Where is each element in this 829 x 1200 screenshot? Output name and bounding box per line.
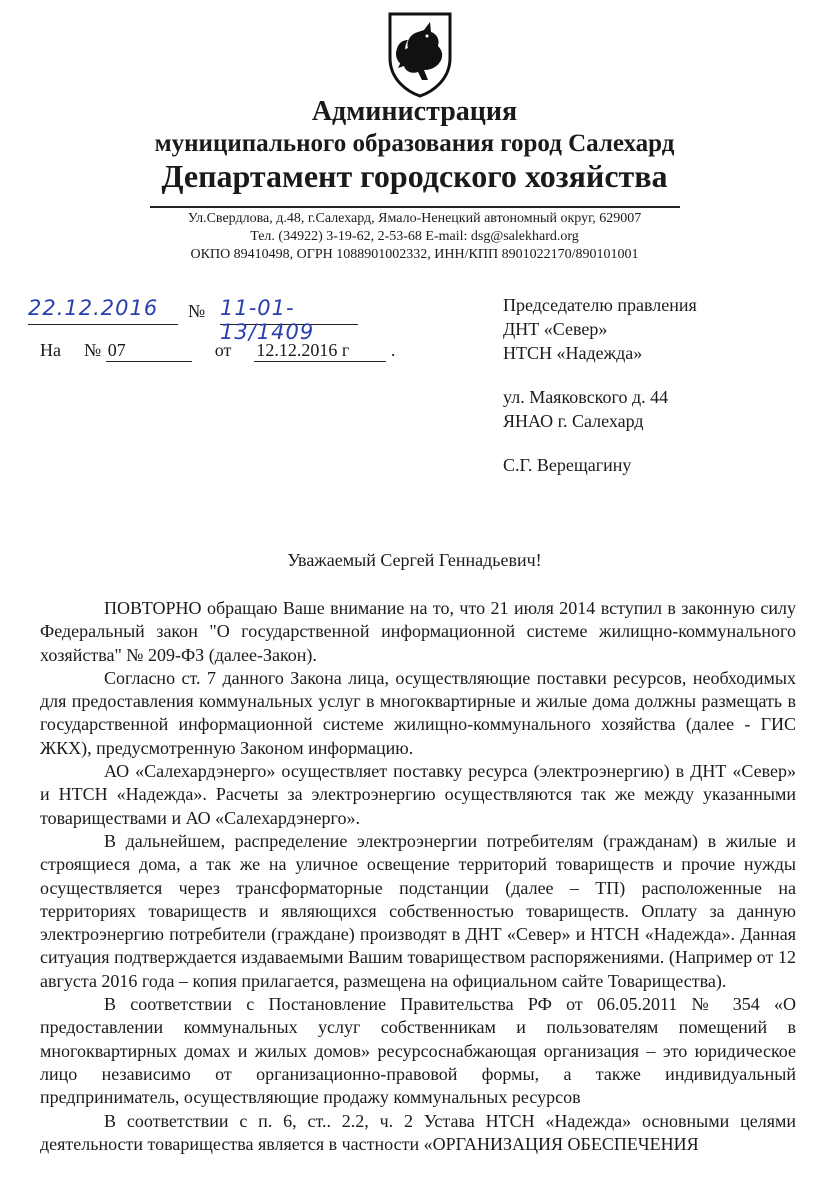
header-divider bbox=[150, 206, 680, 208]
registration-number: 11-01-13/1409 bbox=[220, 296, 358, 325]
reference-suffix: . bbox=[390, 340, 396, 360]
reference-from-label: от bbox=[214, 340, 232, 360]
paragraph: В соответствии с п. 6, ст.. 2.2, ч. 2 Устава НТСН «Надежда» основными целями деятельности товарищества является в частности «ОРГАНИЗАЦИЯ ОБЕСПЕЧЕНИЯ bbox=[40, 1110, 796, 1154]
municipality-title: муниципального образования город Салехард bbox=[154, 130, 675, 157]
address-line: Ул.Свердлова, д.48, г.Салехард, Ямало-Ненецкий автономный округ, 629007 bbox=[187, 211, 642, 226]
letter-body bbox=[40, 597, 796, 1156]
department-title: Департамент городского хозяйства bbox=[161, 158, 668, 194]
recipient-street: ул. Маяковского д. 44 bbox=[503, 387, 669, 407]
contacts-line: Тел. (34922) 3-19-62, 2-53-68 E-mail: dsg@salekhard.org bbox=[250, 229, 579, 244]
recipient-title: Председателю правления bbox=[503, 295, 697, 315]
paragraph: АО «Салехардэнерго» осуществляет поставку ресурса (электроэнергию) в ДНТ «Север» и НТСН «Надежда». Расчеты за электроэнергию осуществляются так же между указанными товариществами и АО «Салехардэнерго». bbox=[40, 761, 796, 828]
reference-number-label: № bbox=[84, 340, 102, 360]
reference-number: 07 bbox=[106, 340, 192, 362]
recipient-org-1: ДНТ «Север» bbox=[503, 319, 608, 339]
recipient-city: ЯНАО г. Салехард bbox=[503, 411, 644, 431]
paragraph: В соответствии с Постановление Правительства РФ от 06.05.2011 № 354 «О предоставлении коммунальных услуг собственникам и пользователям помещений в многоквартирных домах и жилых домов» ресурсоснабжающая организация – это юридическое лицо независимо от организационно-правовой формы, а также индивидуальный предприниматель, осуществляющие продажу коммунальных ресурсов bbox=[40, 994, 796, 1108]
paragraph: Согласно ст. 7 данного Закона лица, осуществляющие поставки ресурсов, необходимых для предоставления коммунальных услуг в многоквартирные и жилые дома должны размещать в государственной информационной системе жилищно-коммунального хозяйства (далее - ГИС ЖКХ), предусмотренную Законом информацию. bbox=[40, 667, 796, 758]
recipient-org-2: НТСН «Надежда» bbox=[503, 343, 643, 363]
paragraph: В дальнейшем, распределение электроэнергии потребителям (гражданам) в жилые и строящиеся дома, а так же на уличное освещение территорий товариществ и прочие нужды осуществляется через трансформаторные подстанции (далее – ТП) расположенные на территориях товариществ и являющихся собственностью товариществ. Оплату за данную электроэнергию потребители (граждане) производят в ДНТ «Север» и НТСН «Надежда». Данная ситуация подтверждается издаваемыми Вашим товариществом распоряжениями. (Например от 12 августа 2016 года – копия прилагается, размещена на официальном сайте Товарищества). bbox=[40, 830, 796, 991]
recipient-name: С.Г. Верещагину bbox=[503, 455, 632, 475]
registration-number-label: № bbox=[188, 301, 206, 321]
greeting: Уважаемый Сергей Геннадьевич! bbox=[287, 550, 542, 570]
paragraph: ПОВТОРНО обращаю Ваше внимание на то, что 21 июля 2014 вступил в законную силу Федеральный закон "О государственной информационной системе жилищно-коммунального хозяйства" № 209-ФЗ (далее-Закон). bbox=[40, 598, 796, 665]
registration-date: 22.12.2016 bbox=[28, 296, 178, 325]
reference-date: 12.12.2016 г bbox=[254, 340, 386, 362]
coat-of-arms-emblem bbox=[384, 10, 456, 98]
reference-line bbox=[40, 340, 395, 362]
reference-prefix: На bbox=[40, 340, 61, 360]
codes-line: ОКПО 89410498, ОГРН 1088901002332, ИНН/КПП 8901022170/890101001 bbox=[190, 247, 639, 262]
org-title: Администрация bbox=[311, 96, 518, 127]
